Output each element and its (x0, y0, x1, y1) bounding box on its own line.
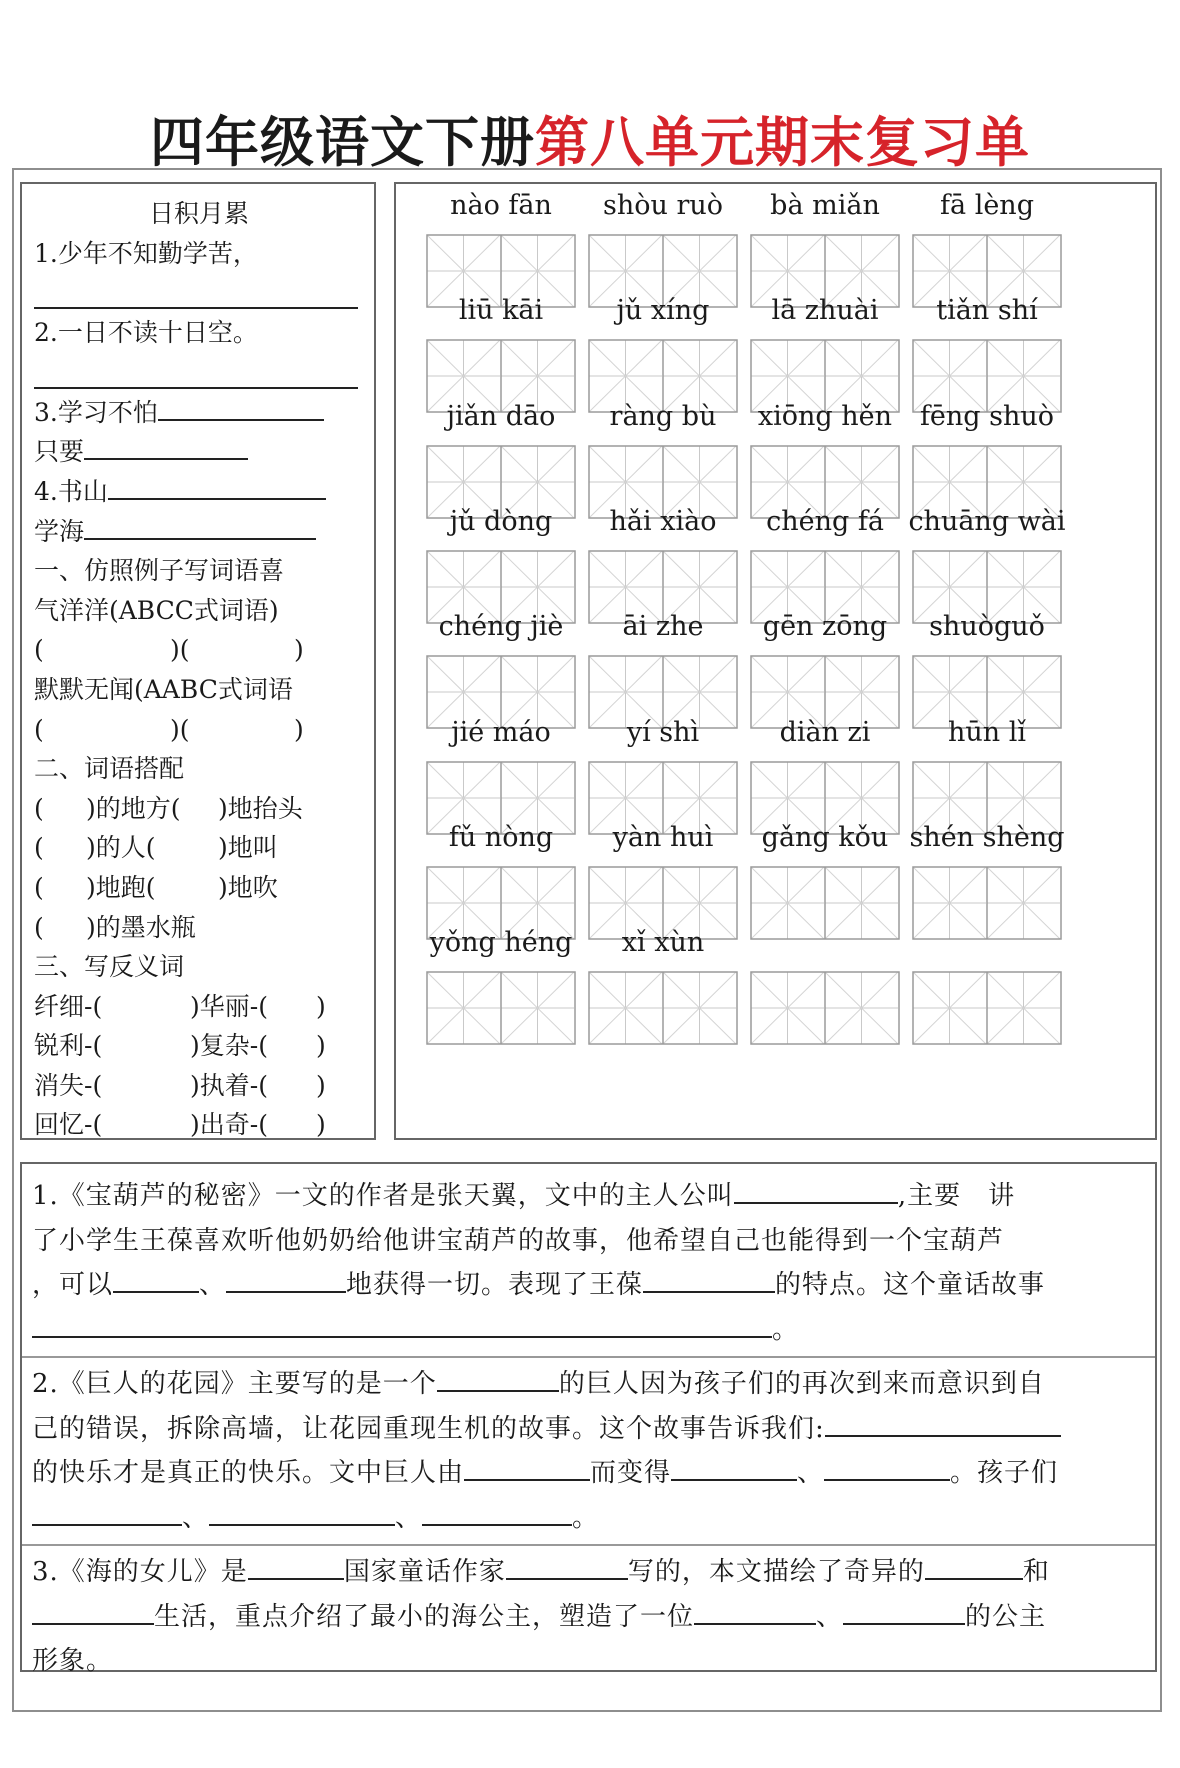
word-cell (912, 611, 1062, 731)
tianzige-writing-box[interactable] (750, 971, 900, 1045)
word-cell (908, 505, 1066, 626)
pinyin-label: yí shì (626, 716, 700, 748)
word-cell (750, 295, 900, 415)
word-cell (426, 822, 576, 942)
pinyin-label: diàn zi (779, 716, 871, 748)
word-cell (588, 295, 738, 415)
pinyin-label: gēn zōng (762, 611, 888, 643)
blank-3a[interactable] (158, 395, 324, 421)
match-row[interactable]: ( )地跑( )地吹 (34, 872, 278, 902)
divider (22, 1544, 1155, 1546)
word-cell (588, 717, 738, 837)
pinyin-label: jiǎn dāo (446, 400, 556, 432)
answer-line-2[interactable] (34, 353, 358, 389)
pinyin-label: āi zhe (622, 611, 704, 643)
page-title (0, 100, 1180, 177)
pinyin-label: jié máo (451, 716, 551, 748)
tianzige-writing-box[interactable] (426, 971, 576, 1045)
pinyin-label: xiōng hěn (757, 400, 893, 432)
tianzige-writing-box[interactable] (912, 971, 1062, 1045)
pinyin-label: chuāng wài (908, 505, 1066, 537)
section-2-title: 二、词语搭配 (34, 754, 185, 784)
pinyin-label: nào fān (450, 190, 552, 221)
blank[interactable] (437, 1364, 559, 1392)
question-paragraph-1: 1.《宝葫芦的秘密》一文的作者是张天翼，文中的主人公叫 ,主要 讲 了小学生王葆喜欢听他奶奶给他讲宝葫芦的故事，他希望自己也能得到一个宝葫芦 ，可以 、 地获得一切。表现了王葆 的特点。这个童话故事 。 (32, 1174, 1145, 1352)
pinyin-label: jǔ xíng (616, 295, 710, 327)
section-3-title: 三、写反义词 (34, 952, 185, 982)
pinyin-label: chéng jiè (438, 611, 564, 643)
blank[interactable] (734, 1176, 898, 1204)
blank-4b[interactable] (84, 514, 316, 540)
word-cell (588, 927, 738, 1047)
pinyin-label: yàn huì (612, 821, 714, 853)
word-cell (912, 717, 1062, 837)
word-cell (750, 927, 900, 1047)
pinyin-label: shuòguǒ (929, 611, 1045, 643)
question-paragraph-2: 2.《巨人的花园》主要写的是一个 的巨人因为孩子们的再次到来而意识到自 己的错误，拆除高墙，让花园重现生机的故事。这个故事告诉我们: 的快乐才是真正的快乐。文中巨人由 而变得 、 。孩子们 、 、 。 (32, 1362, 1145, 1540)
word-cell (588, 506, 738, 626)
pinyin-label: gǎng kǒu (761, 821, 889, 853)
blank[interactable] (248, 1552, 344, 1580)
word-cell (909, 821, 1065, 942)
word-cell (750, 506, 900, 626)
accumulation-panel (20, 182, 376, 1140)
aabc-answer-row[interactable]: ( )( ) (34, 714, 304, 744)
pinyin-label: lā zhuài (771, 295, 879, 327)
word-cell (912, 295, 1062, 415)
blank[interactable] (226, 1265, 346, 1293)
pinyin-label: fǔ nòng (448, 821, 554, 853)
pinyin-label: hūn lǐ (947, 716, 1027, 748)
question-4a: 4.书山 (34, 472, 364, 512)
word-cell (426, 190, 576, 310)
question-3a: 3.学习不怕 (34, 393, 364, 433)
section-heading: 日积月累 (148, 199, 249, 228)
question-2: 2.一日不读十日空。 (34, 318, 258, 348)
blank[interactable] (32, 1498, 182, 1526)
pinyin-label: fā lèng (940, 190, 1034, 221)
question-paragraph-3: 3.《海的女儿》是 国家童话作家 写的，本文描绘了奇异的 和 生活，重点介绍了最小的海公主，塑造了一位 、 的公主 形象。 (32, 1550, 1145, 1684)
pinyin-label: jǔ dòng (449, 505, 553, 537)
blank-4a[interactable] (108, 474, 326, 500)
pinyin-label: hǎi xiào (609, 505, 717, 537)
antonym-row[interactable]: 回忆-( )出奇-( ) (34, 1110, 326, 1140)
antonym-row[interactable]: 消失-( )执着-( ) (34, 1070, 326, 1100)
word-cell (750, 717, 900, 837)
word-cell (426, 717, 576, 837)
word-cell (912, 927, 1062, 1047)
question-3b: 只要 (34, 432, 364, 472)
answer-line-1[interactable] (34, 273, 358, 309)
section-1-title-b: 气洋洋(ABCC式词语) (34, 595, 279, 625)
blank[interactable] (643, 1265, 775, 1293)
word-cell (588, 190, 738, 310)
match-row[interactable]: ( )的地方( )地抬头 (34, 793, 303, 823)
pinyin-label: chéng fá (766, 505, 884, 537)
blank[interactable] (506, 1552, 628, 1580)
word-cell (912, 190, 1062, 310)
blank[interactable] (209, 1498, 395, 1526)
blank[interactable] (694, 1597, 816, 1625)
word-cell (750, 401, 900, 521)
pinyin-label: fēng shuò (919, 400, 1055, 432)
pinyin-label: xǐ xùn (621, 927, 705, 959)
pinyin-label: shòu ruò (602, 190, 724, 221)
word-cell (588, 822, 738, 942)
pinyin-label: tiǎn shí (936, 295, 1038, 327)
word-cell (426, 506, 576, 626)
pinyin-label: shén shèng (909, 821, 1065, 853)
blank[interactable] (843, 1597, 965, 1625)
word-cell (750, 822, 900, 942)
divider (22, 1356, 1155, 1358)
antonym-row[interactable]: 纤细-( )华丽-( ) (34, 991, 326, 1021)
section-1-second: 默默无闻(AABC式词语 (34, 674, 293, 704)
blank[interactable] (32, 1597, 154, 1625)
word-cell (426, 295, 576, 415)
word-cell (426, 611, 576, 731)
section-1-title-a: 一、仿照例子写词语喜 (34, 556, 285, 586)
blank[interactable] (825, 1409, 1061, 1437)
pinyin-label: bà miǎn (770, 190, 880, 221)
word-cell (426, 927, 576, 1047)
blank[interactable] (671, 1453, 797, 1481)
blank[interactable] (464, 1453, 590, 1481)
pinyin-writing-panel (394, 182, 1157, 1140)
word-cell (588, 611, 738, 731)
abcc-answer-row[interactable]: ( )( ) (34, 635, 304, 665)
pinyin-label: liū kāi (458, 295, 544, 327)
title-black: 四年级语文下册 (150, 111, 535, 174)
word-cell (588, 401, 738, 521)
match-row[interactable]: ( )的墨水瓶 (34, 912, 196, 942)
blank[interactable] (824, 1453, 950, 1481)
antonym-row[interactable]: 锐利-( )复杂-( ) (34, 1031, 326, 1061)
blank[interactable] (925, 1552, 1023, 1580)
pinyin-label: ràng bù (609, 400, 717, 432)
reading-panel (20, 1162, 1157, 1676)
title-red: 第八单元期末复习单 (535, 111, 1030, 174)
blank-3b[interactable] (84, 434, 248, 460)
tianzige-writing-box[interactable] (588, 971, 738, 1045)
question-4b: 学海 (34, 512, 364, 552)
question-1: 1.少年不知勤学苦， (34, 238, 258, 268)
word-cell (426, 401, 576, 521)
blank[interactable] (32, 1310, 772, 1338)
word-cell (750, 611, 900, 731)
word-cell (912, 401, 1062, 521)
blank[interactable] (422, 1498, 572, 1526)
word-cell (750, 190, 900, 310)
blank[interactable] (113, 1265, 199, 1293)
match-row[interactable]: ( )的人( )地叫 (34, 833, 278, 863)
pinyin-label: yǒng héng (429, 927, 573, 959)
